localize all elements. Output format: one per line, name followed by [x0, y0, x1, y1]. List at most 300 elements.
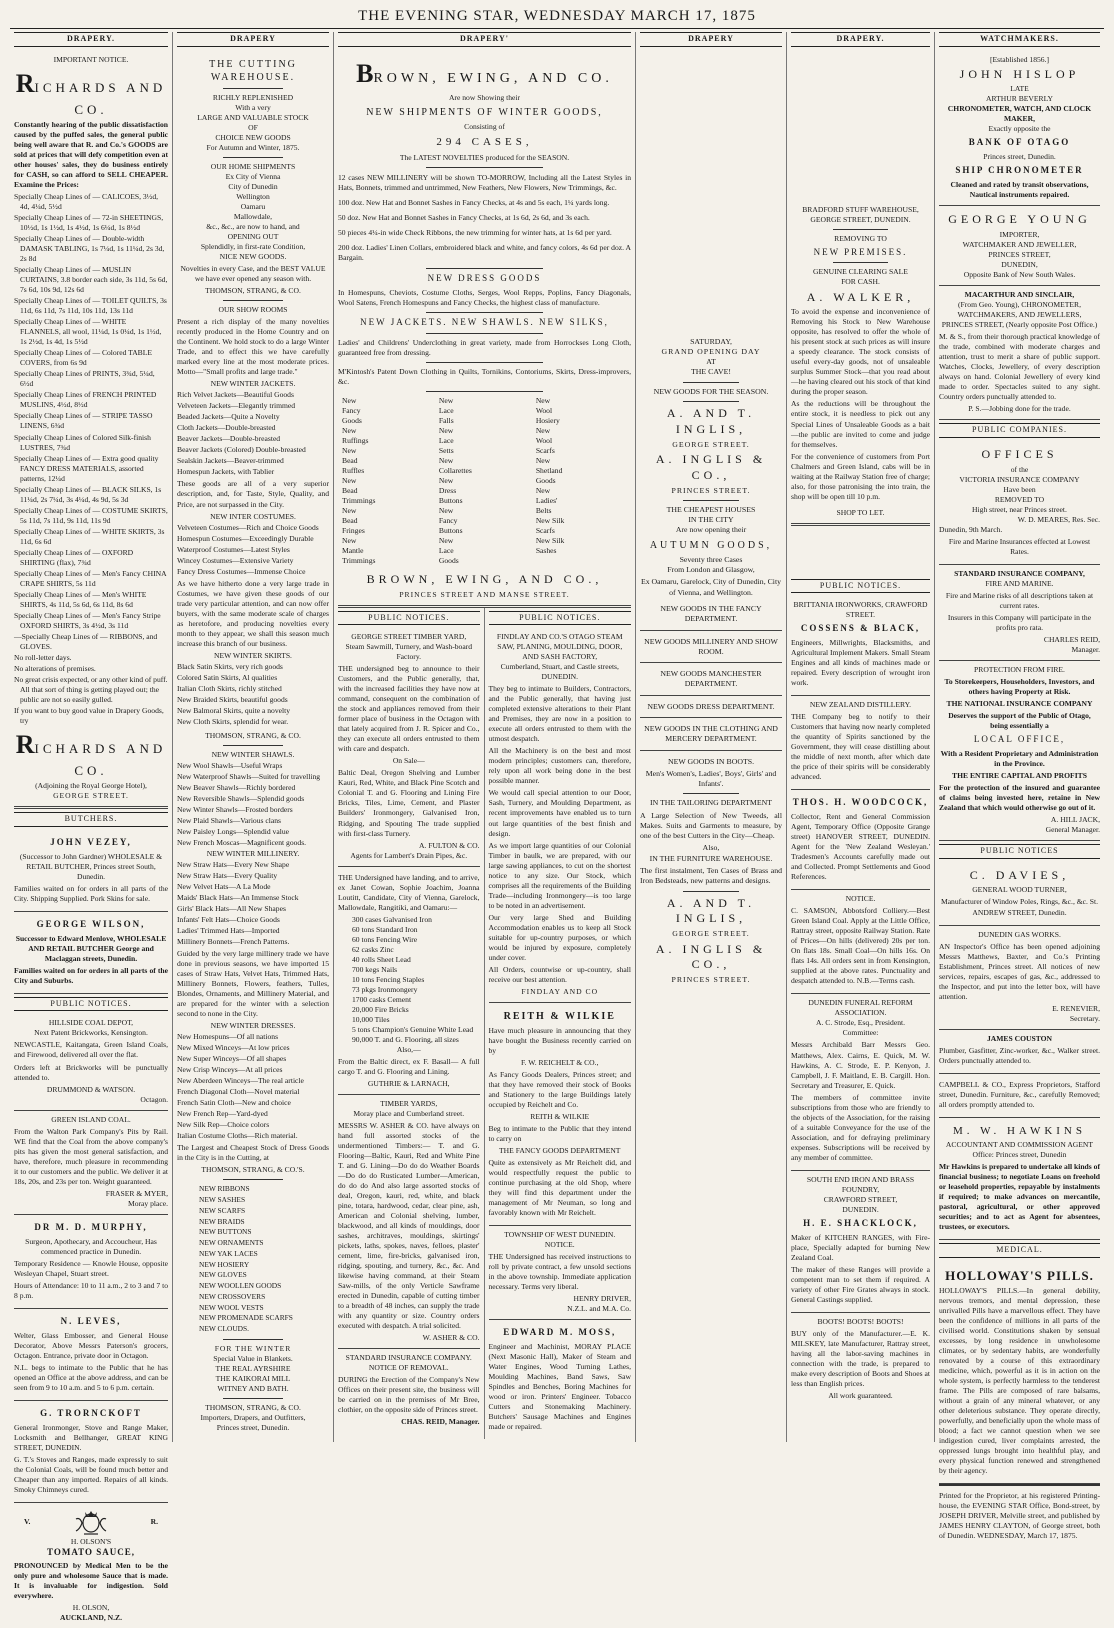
advert-heading: NEW INTER COSTUMES.	[210, 511, 296, 521]
list-item: NEW WOOLLEN GOODS	[199, 1281, 282, 1291]
list-item: New Super Winceys—Of all shapes	[177, 1054, 287, 1064]
list-item: New Lace Falls	[438, 395, 454, 425]
advert-title: HOLLOWAY'S PILLS.	[945, 1267, 1094, 1283]
advert-heading: NEW GOODS IN BOOTS.	[667, 756, 755, 766]
footer-line: No great crisis expected, or any other kind of puff. All that sort of thing is getting played out; the public are not so easily gulled.	[14, 674, 168, 704]
advert-body: Fire and Marine risks of all descriptions taken at current rates.	[945, 590, 1094, 610]
column-heading: DRAPERY	[640, 32, 782, 47]
macarthur-advertisement	[939, 286, 1100, 420]
list-item: 73 pkgs Ironmongery	[352, 984, 418, 994]
advert-heading: SHOP TO LET.	[836, 507, 885, 517]
advert-body: 50 doz. New Hat and Bonnet Sashes in Fancy Checks, at 1s 6d, 2s 6d, and 3s each.	[338, 212, 590, 222]
department-line: NEW GOODS IN THE FANCY DEPARTMENT.	[640, 604, 782, 631]
list-item: Girls' Black Hats—All New Shapes	[177, 904, 286, 914]
boots-advertisement	[791, 1313, 930, 1406]
advert-subtitle: NOTICE OF REMOVAL.	[368, 1363, 449, 1373]
advert-line: Opposite Bank of New South Wales.	[963, 270, 1076, 280]
advert-heading: On Sale—	[392, 756, 425, 766]
advert-signature: REITH & WILKIE	[530, 1112, 590, 1122]
price-list-item: Specially Cheap Lines of — OXFORD SHIRTING (flax), 7¾d	[14, 547, 134, 567]
list-item: New Dress Buttons	[438, 475, 463, 505]
advert-line: CHOICE NEW GOODS	[215, 132, 291, 142]
price-list-item: Specially Cheap Lines of PRINTS, 3¾d, 5¼d, 6½d	[14, 369, 155, 389]
advert-signature: CHAS. REID, Manager.	[401, 1417, 480, 1427]
advert-title: GEORGE WILSON,	[36, 918, 146, 929]
advert-line: RICHLY REPLENISHED	[212, 92, 294, 102]
list-item: New Wool Shawls—Useful Wraps	[177, 760, 283, 770]
advert-body: Engineers, Millwrights, Blacksmiths, and Agricultural Implement Makers. Small Steam Engines and all kinds of machines made or repaired. Every description of wrought iron work.	[791, 638, 930, 688]
advert-heading: NEW WINTER MILLINERY.	[206, 848, 300, 858]
advert-title: HILLSIDE COAL DEPOT,	[48, 1018, 134, 1028]
advert-title: BRITTANIA IRONWORKS, CRAWFORD STREET.	[793, 600, 928, 620]
goods-list	[536, 396, 627, 566]
list-item: New Plaid Shawls—Various clans	[177, 815, 281, 825]
advert-heading: COSSENS & BLACK,	[800, 623, 921, 634]
list-item: Waterproof Costumes—Latest Styles	[177, 544, 290, 554]
column-3	[333, 32, 635, 1442]
advert-body: To Storekeepers, Householders, Investors, and others having Property at Risk.	[944, 677, 1095, 697]
list-item: New Lace Setts	[438, 425, 454, 455]
advert-body: Fire and Marine Insurances effected at Lowest Rates.	[948, 536, 1091, 556]
advert-heading: THE ENTIRE CAPITAL AND PROFITS	[952, 771, 1087, 780]
advert-signature: CHARLES REID,	[1043, 634, 1100, 644]
advert-line: PRINCES STREET.	[671, 485, 751, 495]
advert-subtitle: ACCOUNTANT AND COMMISSION AGENT	[945, 1140, 1094, 1150]
list-item: Millinery Bonnets—French Patterns.	[177, 937, 290, 947]
column-5	[786, 32, 934, 1442]
advert-body: Mr Hawkins is prepared to undertake all kinds of financial business; to negotiate Loans on freehold or leasehold properties, repayable by instalments if required; to make advances on mercantile, pastoral, agricultural, or other approved securities; and to act as Agent for absentees, trustees, or executors.	[939, 1162, 1100, 1232]
advert-line: GRAND OPENING DAY	[661, 346, 761, 356]
section-heading: MEDICAL.	[939, 1243, 1100, 1258]
victoria-advertisement	[939, 441, 1100, 565]
advert-title: STANDARD INSURANCE COMPANY.	[345, 1353, 472, 1363]
price-list-item: Specially Cheap Lines of Colored Silk-finish LUSTRES, 7¾d	[14, 432, 151, 452]
findlay-column	[485, 608, 632, 1440]
couston-advertisement	[939, 1030, 1100, 1074]
young-advertisement	[939, 206, 1100, 286]
ribbons-list	[177, 1184, 329, 1334]
list-item: New Mixed Winceys—At low prices	[177, 1043, 290, 1053]
price-list-item: Specially Cheap Lines of — Men's WHITE SHIRTS, 4s 11d, 5s 6d, 6s 11d, 8s 6d	[14, 589, 147, 609]
list-item: New Shetland Goods	[535, 455, 563, 485]
inglis-advertisement	[640, 333, 782, 991]
advert-signature: A. AND T. INGLIS,	[666, 895, 756, 926]
coal-advertisement	[14, 1111, 168, 1215]
guthrie-advertisement	[338, 867, 480, 1095]
footer-line: No alterations of premises.	[14, 663, 96, 673]
advert-line: Have been	[1003, 484, 1036, 494]
advert-line: F. W. REICHELT & CO.,	[521, 1058, 599, 1067]
britannia-advertisement	[791, 596, 930, 696]
advert-body: We would call special attention to our Door, Sash, Turnery, and Moulding Department, as recent improvements have enabled us to turn out large quantities of the best finish and design.	[488, 788, 631, 838]
moss-advertisement	[489, 1320, 632, 1439]
advert-body: CAMPBELL & CO., Express Proprietors, Stafford street, Dunedin. Furniture, &c., carefully Removed; all orders promptly attended to.	[939, 1079, 1100, 1109]
advert-heading: NEW WINTER SKIRTS.	[214, 650, 292, 660]
shawls-list	[177, 761, 329, 848]
advert-intro: Constantly hearing of the public dissatisfaction caused by the puffed sales, the general public being well aware that R. and Co.'s GOODS are sold at prices that will defy competition even at other houses' sales, they do business entirely for CASH, so can afford to SELL CHEAPER. Examine the Prices:	[14, 120, 168, 190]
advert-subtitle: (From Geo. Young), CHRONOMETER, WATCHMAKERS, AND JEWELLERS,	[957, 300, 1082, 320]
advert-line: Agents for Lambert's Drain Pipes, &c.	[350, 850, 468, 860]
advert-body: C. SAMSON, Abbotsford Colliery.—Best Green Island Coal. Apply at the Little Office, Rattray street, opposite Railway Station. Rate of Prices—On hills (delivered) 20s per ton. On flats 18s. Small Coal—On hills 16s. On flats 14s. All orders sent in from Kensington, supplied at the above rates. Punctuality and despatch attended to. N.B.—Terms cash.	[791, 906, 930, 986]
advert-line: Secretary.	[1069, 1013, 1100, 1023]
list-item: New Lace Goods	[438, 535, 459, 565]
advert-line: of the	[1010, 464, 1029, 474]
advert-body: THE Company beg to notify to their Customers that having now nearly completed the quantity of Spirits sanctioned by the Government, they will cease distilling about the middle of next month, after which date the price of their spirits will be considerably advanced.	[791, 712, 930, 782]
list-item: NEW BUTTONS	[199, 1227, 252, 1237]
list-item: New Crisp Winceys—At all prices	[177, 1065, 283, 1075]
advert-title: TOWNSHIP OF WEST DUNEDIN.	[504, 1230, 616, 1240]
advert-line: AT	[706, 357, 716, 367]
advert-subtitle: Steam Sawmill, Turnery, and Wash-board Factory.	[345, 642, 473, 662]
advert-title: FINDLAY AND CO.'S OTAGO STEAM SAW, PLANING, MOULDING, DOOR, AND SASH FACTORY,	[496, 632, 623, 662]
advert-title: TIMBER YARDS,	[380, 1098, 438, 1108]
advert-body: Welter, Glass Embosser, and General House Decorator, Above Messrs Paterson's grocers, Octagon. Entrance, private door in Octagon.	[14, 1330, 168, 1360]
advert-heading: VICTORIA INSURANCE COMPANY	[959, 474, 1080, 484]
ships-list	[177, 172, 329, 222]
advert-body: Beg to intimate to the Public that they intend to carry on	[488, 1124, 631, 1144]
footer-line: No roll-letter days.	[14, 652, 72, 662]
advert-heading: OUR HOME SHIPMENTS	[210, 162, 296, 172]
list-item: NEW SCARFS	[199, 1205, 246, 1215]
advert-line: Office: Princes street, Dunedin	[972, 1150, 1067, 1160]
list-item: NEW WOOL VESTS	[199, 1302, 264, 1312]
advert-line: PRINCES STREET,	[988, 250, 1051, 260]
price-list	[14, 192, 168, 652]
list-item: New Fancy Goods	[342, 395, 362, 425]
advert-signature: FINDLAY AND CO	[521, 986, 599, 996]
advert-title: PROTECTION FROM FIRE.	[974, 665, 1065, 674]
advert-line: THE CHEAPEST HOUSES	[666, 504, 756, 514]
jackets-list	[177, 390, 329, 477]
list-item: Velveteen Costumes—Rich and Choice Goods	[177, 522, 319, 532]
asher-advertisement	[338, 1095, 480, 1349]
list-item: New French Moscas—Magnificent goods.	[177, 837, 307, 847]
advert-body: For the convenience of customers from Port Chalmers and Green Island, cabs will be in waiting at the Railway Station free of charge; also, for those patronising the into train, the shop will be open till 10 p.m.	[791, 451, 930, 501]
advert-heading: THE FANCY GOODS DEPARTMENT	[499, 1146, 621, 1156]
column-spacer	[791, 526, 930, 576]
list-item: New Bead Fringes	[342, 505, 365, 535]
advert-body: Insurers in this Company will participate in the profits pro rata.	[947, 612, 1092, 632]
advert-body: HOLLOWAY'S PILLS.—In general debility, nervous tremors, and mental depression, these unrivalled Pills have a marvellous effect. They have been the confidence of millions in all parts of the civilised world. Constitutions shaken by sensual excesses, by long residence in unwholesome climates, or by sedentary habits, are wonderfully renovated by a course of this extraordinary medicine, which, powerful as it is in action on the whole system, is perfectly harmless to the tenderest frame. The Pills are composed of rare balsams, without a grain of any mineral whatever, or any other deleterious substance. They operate directly, powerfully, and beneficially upon the whole mass of blood; a fact we cannot question when we see indigestion cured, liver complaints arrested, the oppressed lungs brought into healthful play, and every physical function renewed and strengthened by their agency.	[939, 1286, 1100, 1476]
column-heading: DRAPERY'	[338, 32, 631, 47]
advert-line: From London and Glasgow,	[667, 565, 755, 575]
advert-body: As we import large quantities of our Colonial Timber in baulk, we are prepared, with our large sawing appliances, to cut on the shortest notice to any size. Our Stock, which comprises all the requirements of the Building Trade—including Ironmongery—is too large to be noted in an advertisement.	[488, 840, 631, 910]
advert-signature: DRUMMOND & WATSON.	[46, 1084, 136, 1094]
list-item: 700 kegs Nails	[352, 964, 398, 974]
advert-body: Temporary Residence — Knowle House, opposite Wesleyan Chapel, Stuart street.	[14, 1258, 168, 1278]
advert-body: Ladies' and Childrens' Underclothing in great variety, made from Horrockses Long Cloth, guaranteed free from dressing.	[338, 337, 631, 357]
skirts-list	[177, 662, 329, 727]
list-item: New Fancy Buttons	[438, 505, 463, 535]
advert-title: MACARTHUR AND SINCLAIR,	[964, 290, 1075, 300]
price-list-item: Specially Cheap Lines of — Men's Fancy Stripe OXFORD SHIRTS, 3s 4½d, 3s 11d	[14, 610, 161, 630]
advert-line: General Manager.	[1045, 825, 1100, 835]
list-item: New Waterproof Shawls—Suited for travelling	[177, 771, 321, 781]
advert-heading: FOR THE WINTER	[214, 1343, 292, 1353]
advert-title: BROWN, EWING, AND CO.	[356, 58, 613, 88]
advert-body: General Ironmonger, Stove and Range Maker, Locksmith and Bellhanger, GREAT KING STREET, DUNEDIN.	[14, 1422, 168, 1452]
advert-subtitle: A. C. Strode, Esq., President.	[815, 1018, 905, 1028]
advert-line: &c., &c., are now to hand, and	[206, 222, 300, 232]
list-item: Colored Satin Skirts, Al qualities	[177, 672, 278, 682]
department-line: NEW GOODS MANCHESTER DEPARTMENT.	[640, 669, 782, 696]
advert-body: Messrs Archibald Barr Messrs Geo. Matthews, Alex. Cairns, E. Quick, M. W. Hawkins, A. C. Strode, E. P. Kenyon, J. Campbell, J. F. Maitland, E. B. Cargill. Hon. Secretary and Treasurer, E. Quick.	[791, 1040, 930, 1090]
advert-body: To avoid the expense and inconvenience of Removing his Stock to New Warehouse opposite, has resolved to offer the whole of his present stock at such prices as will insure a speedy clearance. The stock consists of useful every-day goods, not of unsaleable surplus Summer Stock—that you read about—he having cleared out his stock of that kind during the proper season.	[791, 307, 930, 397]
advert-body: N.L. begs to intimate to the Public that he has opened an Office at the above address, and can be seen from 9 to 10 a.m. and 5 to 6 p.m. certain.	[14, 1362, 168, 1392]
advert-body: THE undersigned beg to announce to their Customers, and the Public generally, that, with the increased facilities they have now at command, consequent on the combination of the stock and appliances removed from their former place of business in the Octagon with that lately acquired from J. R. Spicer and Co., they can execute all orders entrusted to them with care and despatch.	[338, 664, 480, 754]
list-item: New Silk Scarfs	[535, 515, 565, 535]
vr-right: R.	[150, 1516, 158, 1526]
advert-line: Also,	[702, 843, 720, 853]
advert-title: THE CUTTING WAREHOUSE.	[209, 58, 297, 83]
price-list-item: Specially Cheap Lines of FRENCH PRINTED MUSLINS, 4½d, 8½d	[14, 390, 157, 410]
advert-title: RICHARDS AND CO.	[15, 68, 167, 117]
advert-body: Hours of Attendance: 10 to 11 a.m., 2 to 3 and 7 to 8 p.m.	[14, 1280, 168, 1300]
advert-body: 100 doz. New Hat and Bonnet Sashes in Fancy Checks, at 4s and 5s each, 1¼ yards long.	[338, 197, 610, 207]
wilson-advertisement	[14, 912, 168, 994]
list-item: Sealskin Jackets—Beaver-trimmed	[177, 456, 284, 466]
column-spacer	[640, 51, 782, 333]
advert-title: JOHN VEZEY,	[50, 836, 132, 847]
advert-subtitle: FIRE AND MARINE.	[985, 578, 1054, 588]
advert-place: AUCKLAND, N.Z.	[59, 1612, 123, 1622]
list-item: 1700 casks Cement	[352, 994, 412, 1004]
newspaper-title: THE EVENING STAR, WEDNESDAY MARCH 17, 1875	[358, 8, 756, 24]
list-item: New Mantle Trimmings	[342, 535, 376, 565]
advert-body: All Orders, countwise or up-country, shall receive our best attention.	[488, 964, 631, 984]
hawkins-advertisement	[939, 1118, 1100, 1241]
advert-line: Manager.	[1071, 644, 1100, 654]
advert-line: IMPORTER,	[999, 230, 1040, 240]
advert-heading: BANK OF OTAGO	[968, 137, 1071, 148]
advert-heading: LOCAL OFFICE,	[973, 734, 1066, 745]
list-item: NEW CROSSOVERS	[199, 1291, 266, 1301]
public-notices-row	[338, 608, 631, 1440]
advert-line: THE KAIKORAI MILL	[215, 1373, 291, 1383]
column-spacer	[791, 51, 930, 201]
advert-heading: NEW GOODS FOR THE SEASON.	[653, 386, 769, 396]
advert-body: THE Undersigned have landing, and to arrive, ex Janet Cowan, Sophie Joachim, Joanna Loutitt, Candidate, City of Vienna, Garelock, Mallowdale, Rangitiki, and Oamaru:—	[338, 872, 480, 912]
advert-body: Engineer and Machinist, MORAY PLACE (Next Masonic Hall), Maker of Steam and Water Engines, Wood Turning Lathes, Moulding Machines, Band Saws, Saw Spindles and Benches, Boring Machines for wood or iron. Printers' Engineer. Tobacco Cutters and Stonemaking Machinery. Butchers' Sausage Machines and Engines made or repaired.	[488, 1342, 631, 1432]
olson-advertisement	[14, 1503, 168, 1628]
price-list-item: Specially Cheap Lines of — WHITE FLANNELS, all wool, 11¼d, 1s 0¼d, 1s 1½d, 1s 2½d, 1s 4d, 1s 5½d	[14, 317, 162, 347]
advert-title: A. AND T. INGLIS,	[666, 405, 756, 436]
list-item: New Wool Scarfs	[535, 425, 555, 455]
list-item: 90,000 T. and G. Flooring, all sizes	[352, 1034, 459, 1044]
list-item: Italian Costume Cloths—Rich material.	[177, 1131, 298, 1141]
reith-wilkie-advertisement	[489, 1003, 632, 1226]
advert-paragraphs	[338, 173, 631, 263]
advert-heading: 294 CASES,	[436, 136, 533, 149]
list-item: New Ladies' Belts	[535, 485, 558, 515]
advert-heading: IN THE FURNITURE WAREHOUSE.	[649, 853, 773, 863]
advert-footer	[14, 653, 168, 726]
list-item: French Diagonal Cloth—Novel material	[177, 1087, 300, 1097]
advert-body: Present a rich display of the many novelties recently produced in the Home Country and on the Continent. We hold stock to do a large Winter Trade, and to effect this we have carefully marked every line at the most moderate prices. Motto—"Small profits and large trade."	[177, 317, 329, 377]
advert-line: LATE	[1010, 84, 1029, 94]
advert-body: Manufacturer of Window Poles, Rings, &c., &c. St. ANDREW STREET, Dunedin.	[940, 897, 1099, 917]
campbell-advertisement	[939, 1074, 1100, 1118]
advert-heading: NEW WINTER DRESSES.	[210, 1021, 296, 1031]
advert-body: M'Kintosh's Patent Down Clothing in Quilts, Tornikins, Contoriums, Skirts, Dress-improvers, &c.	[338, 366, 631, 386]
millinery-list	[177, 860, 329, 947]
advert-line: ARTHUR BEVERLY	[986, 94, 1053, 104]
advert-title: N. LEVES,	[60, 1315, 122, 1326]
advert-title: JAMES COUSTON	[986, 1033, 1053, 1043]
column-1	[10, 32, 172, 1622]
price-list-item: Specially Cheap Lines of — 72-in SHEETINGS, 10½d, 1s 1½d, 1s 4½d, 1s 6¼d, 1s 8½d	[14, 213, 164, 233]
list-item: NEW PROMENADE SCARFS	[199, 1313, 293, 1323]
cutting-warehouse-advertisement	[177, 51, 329, 1438]
advert-body: As the reductions will be throughout the entire stock, it is needless to pick out any Special Lines of Unsaleable Goods as a bait—the public are invited to come and judge for themselves.	[791, 399, 930, 449]
advert-body: G. T.'s Stoves and Ranges, made expressly to suit the Colonial Coals, will be found much better and Cheaper than any imported. Repairs of all kinds. Smoky Chimneys cured.	[14, 1454, 168, 1494]
richards-advertisement	[14, 51, 168, 810]
goods-list	[439, 396, 530, 566]
advert-title: M. W. HAWKINS	[952, 1124, 1086, 1137]
advert-body: 12 cases NEW MILLINERY will be shown TO-MORROW, Including all the Latest Styles in Hats, Bonnets, trimmed and untrimmed, New Feathers, New Flowers, New Trimmings, &c.	[338, 172, 631, 192]
list-item: New Balmoral Skirts, quite a novelty	[177, 705, 291, 715]
column-heading: DRAPERY.	[791, 32, 930, 47]
section-heading: PUBLIC NOTICES.	[338, 611, 480, 626]
advert-title: DUNEDIN FUNERAL REFORM ASSOCIATION.	[808, 998, 913, 1018]
advert-signature: W. D. MEARES, Res. Sec.	[1017, 514, 1100, 524]
dresses-list	[177, 1032, 329, 1141]
advert-body: These goods are all of a very superior description, and, for Taste, Style, Quality, and Price, are not surpassed in the City.	[177, 479, 329, 509]
list-item: Maids' Black Hats—An Immense Stock	[177, 893, 299, 903]
price-list-item: Specially Cheap Lines of — Extra good quality FANCY DRESS MATERIALS, assorted patterns, 12¼d	[14, 453, 159, 483]
list-item: NEW SASHES	[199, 1195, 246, 1205]
advert-address: PRINCES STREET AND MANSE STREET.	[399, 589, 570, 599]
advert-body: From the Baltic direct, ex F. Basall— A full cargo T. and G. Flooring and Lining.	[338, 1056, 480, 1076]
advert-body: They beg to intimate to Builders, Contractors, and the Public generally, that having just completed extensive alterations to their Plant and Premises, they are now in a position to execute all orders entrusted to them with the utmost despatch.	[488, 684, 631, 744]
funeral-advertisement	[791, 994, 930, 1170]
price-list-item: Specially Cheap Lines of — Colored TABLE COVERS, from 6s 9d	[14, 348, 153, 368]
advert-body: 50 pieces 4¼-in wide Check Ribbons, the new trimming for winter hats, at 1s 6d per yard.	[338, 227, 612, 237]
vr-left: V.	[24, 1516, 31, 1526]
advert-line: LARGE AND VALUABLE STOCK	[197, 112, 309, 122]
advert-body: 200 doz. Ladies' Linen Collars, embroidered black and white, and fancy colors, 4s 6d per doz. A Bargain.	[338, 242, 631, 262]
list-item: New French Rep—Yard-dyed	[177, 1109, 268, 1119]
advert-line: P. S.—Jobbing done for the trade.	[968, 404, 1071, 414]
advert-title: BRADFORD STUFF WAREHOUSE,	[802, 204, 919, 214]
landed-list	[338, 915, 480, 1045]
advert-heading: NICE NEW GOODS.	[219, 252, 287, 262]
advert-title: DUNEDIN GAS WORKS.	[978, 929, 1061, 939]
advert-signature: FRASER & MYER,	[105, 1188, 168, 1198]
list-item: New Beaver Shawls—Richly bordered	[177, 782, 296, 792]
list-item: Beaver Jackets (Colored) Double-breasted	[177, 445, 306, 455]
advert-body: As Fancy Goods Dealers, Princes street; and that they have removed their stock of Books and Stationery to the large Buildings lately occupied by Reichelt and Co.	[488, 1070, 631, 1110]
list-item: New Ruffings	[342, 425, 369, 445]
advert-line: Exactly opposite the	[988, 124, 1051, 134]
royal-crest-icon	[72, 1507, 110, 1537]
price-list-item: Specially Cheap Lines of — BLACK SILKS, 1s 11¼d, 2s 7¼d, 3s 4¼d, 4s 9d, 5s 3d	[14, 484, 162, 504]
advert-signature: THOMSON, STRANG, & CO.'S.	[201, 1165, 305, 1175]
gas-works-advertisement	[939, 926, 1100, 1030]
advert-line: Cleaned and rated by transit observations, Nautical instruments repaired.	[950, 180, 1089, 200]
advert-body: The maker of these Ranges will provide a competent man to set them if required. A variety of other Fire Grates always in stock. General Castings supplied.	[791, 1264, 930, 1304]
advert-title: DR M. D. MURPHY,	[34, 1221, 148, 1232]
list-item: New Straw Hats—Every Quality	[177, 871, 278, 881]
price-list-item: Specially Cheap Lines of — CALICOES, 3½d, 4d, 4¼d, 5½d	[14, 192, 159, 212]
list-item: New Collarettes	[438, 455, 472, 475]
advert-line: [Established 1856.]	[989, 54, 1050, 64]
advert-heading: IN THE TAILORING DEPARTMENT	[650, 798, 772, 808]
advert-line: Are now opening their	[675, 525, 747, 535]
advert-title: C. DAVIES,	[969, 867, 1070, 882]
advert-title: GEORGE STREET TIMBER YARD,	[351, 632, 467, 642]
department-line: NEW GOODS IN THE CLOTHING AND MERCERY DEPARTMENT.	[640, 724, 782, 751]
advert-body: Plumber, Gasfitter, Zinc-worker, &c., Walker street. Orders punctually attended to.	[939, 1045, 1100, 1065]
advert-body: MESSRS W. ASHER & CO. have always on hand full assorted stocks of the undermentioned Timbers:— T. and G. Flooring—Baltic, Kauri, Red and White Pine T. and G. Lining—Do do do Weather Boards—Do do do Rusticated Lumber—American, do do do And also large assorted stocks of deal, Oregon, kauri, red, white, and black pine, totara, hardwood, cedar, clear pine, ash, American and Colonial shelving, lumber, blackwood, and all kinds of mouldings, door sashes, architraves, mouldings, skirtings' pickets, laths, spokes, naves, felloes, plaster' cement, lime, fire-bricks, galvanised iron, ridging, spouting, and turnery, &c., &c. And likewise having command, at their Steam Saw-mills, of the only Verticle Sawframe erected in Dunedin, capable of cutting timber to a breadth of 48 inches, can supply the trade with any quantity or size. Country orders executed with despatch. A trial solicited.	[338, 1120, 480, 1331]
printers-imprint	[939, 1484, 1100, 1541]
price-list-item: Specially Cheap Lines of — TOILET QUILTS, 3s 11d, 6s 11d, 7s 11d, 10s 11d, 13s 11d	[14, 296, 167, 316]
advert-heading: OPENING OUT	[227, 232, 279, 242]
advert-title: G. TRORNCKOFT	[40, 1407, 142, 1418]
advert-heading: REMOVED TO	[994, 494, 1045, 504]
column-6	[934, 32, 1104, 1541]
advert-heading: NEW JACKETS. NEW SHAWLS. NEW SILKS,	[360, 316, 609, 327]
advert-line: Consisting of	[464, 122, 505, 132]
advert-signature: A. WALKER,	[806, 289, 915, 304]
list-item: Wincey Costumes—Extensive Variety	[177, 555, 294, 565]
section-heading: PUBLIC NOTICES.	[489, 611, 632, 626]
price-list-item: —Specially Cheap Lines of — RIBBONS, and GLOVES.	[14, 631, 158, 651]
masthead	[10, 6, 1104, 29]
advert-line: OF	[248, 122, 258, 132]
section-heading: PUBLIC NOTICES	[939, 844, 1100, 859]
list-item: 60 tons Standard Iron	[352, 924, 418, 934]
advert-title: JOHN HISLOP	[959, 66, 1080, 81]
list-item: Rich Velvet Jackets—Beautiful Goods	[177, 390, 294, 400]
section-heading: PUBLIC NOTICES.	[14, 997, 168, 1012]
advert-title: A. INGLIS & CO.,	[655, 451, 767, 482]
advert-body: Guided by the very large millinery trade we have done in previous seasons, we have imported 15 cases of Straw Hats, Velvet Hats, Trimmed Hats, Millinery Bonnets, Flowers, feathers, Tulles, Blondes, Ornaments, and Millinery Material, and are prepared for the winter with a selection second to none in the City.	[177, 949, 329, 1019]
advert-body: Families waited on for orders in all parts of the City. Shipping Supplied. Pork Skins for sale.	[14, 883, 168, 903]
advert-body: DURING the Erection of the Company's New Offices on their present site, the business will be carried on in the premises of Mr Bree, clothier, on the opposite side of Princes street.	[338, 1375, 480, 1415]
advert-line: With a very	[235, 102, 271, 112]
list-item: New Velvet Hats—A La Mode	[177, 882, 271, 892]
advert-title: EDWARD M. MOSS,	[503, 1327, 617, 1338]
advert-body: Deserves the support of the Public of Otago, being essentially a	[948, 711, 1091, 731]
advert-heading: NEW SHIPMENTS OF WINTER GOODS,	[366, 106, 603, 118]
advert-line: WATCHMAKER AND JEWELLER,	[962, 240, 1077, 250]
murphy-advertisement	[14, 1215, 168, 1309]
national-insurance-advertisement	[939, 661, 1100, 841]
list-item: 300 cases Galvanised Iron	[352, 914, 432, 924]
advert-subtitle: CRAWFORD STREET,	[823, 1194, 898, 1204]
advert-line: THE REAL AYRSHIRE	[215, 1363, 291, 1373]
costumes-list	[177, 523, 329, 577]
column-heading: DRAPERY.	[14, 32, 168, 47]
advert-body: As we have hitherto done a very large trade in Costumes, we have given these goods of our trade very particular attention, and can now offer buyers, with the same moderate scale of charges as heretofore, and producing novelties every month to they appear, we shall this season much increase this branch of our business.	[177, 578, 329, 648]
goods-list	[342, 396, 433, 566]
advert-line: N.Z.L. and M.A. Co.	[567, 1304, 631, 1314]
tron-advertisement	[14, 1401, 168, 1503]
advert-body: Baltic Deal, Oregon Shelving and Lumber Kauri, Red, White, and Black Pine Scotch and Colonial T. and G. Flooring and Lining Fire Bricks, Tiles, Lime, Cement, and Plaster Builders' Ironmongery, Galvanised Iron, Ridging, and Spouting The trade supplied with first-class Turnery.	[338, 768, 480, 838]
advert-body: M. & S., from their thorough practical knowledge of the trade, combined with moderate charges and attention, trust to merit a share of public support. Watches, Clocks, Jewellery, of every description always on hand. Colonial Jewellery of every kind made to order. Spectacles suited to any sight. Country orders punctually attended to.	[939, 332, 1100, 402]
list-item: New Cloth Skirts, splendid for wear.	[177, 716, 289, 726]
price-list-item: Specially Cheap Lines of — WHITE SKIRTS, 3s 11d, 6s 6d	[14, 526, 165, 546]
advert-body: The members of committee invite subscriptions from those who are friendly to the objects of the Association, for the raising of a suitable Conveyance for the use of the Association, and for defraying preliminary expenses. Subscriptions will be received by any member of committee.	[791, 1092, 930, 1162]
advert-signature: RICHARDS AND CO.	[15, 729, 167, 779]
advert-title: REITH & WILKIE	[503, 1010, 616, 1022]
advert-title: NOTICE.	[845, 894, 876, 904]
price-list-item: Specially Cheap Lines of — COSTUME SKIRTS, 5s 11d, 7s 11d, 9s 11d, 11s 9d	[14, 505, 168, 525]
list-item: New Aberdeen Winceys—The real article	[177, 1076, 304, 1086]
advert-signature: BROWN, EWING, AND CO.,	[366, 571, 603, 586]
ship-name: City of Dunedin	[228, 182, 278, 192]
